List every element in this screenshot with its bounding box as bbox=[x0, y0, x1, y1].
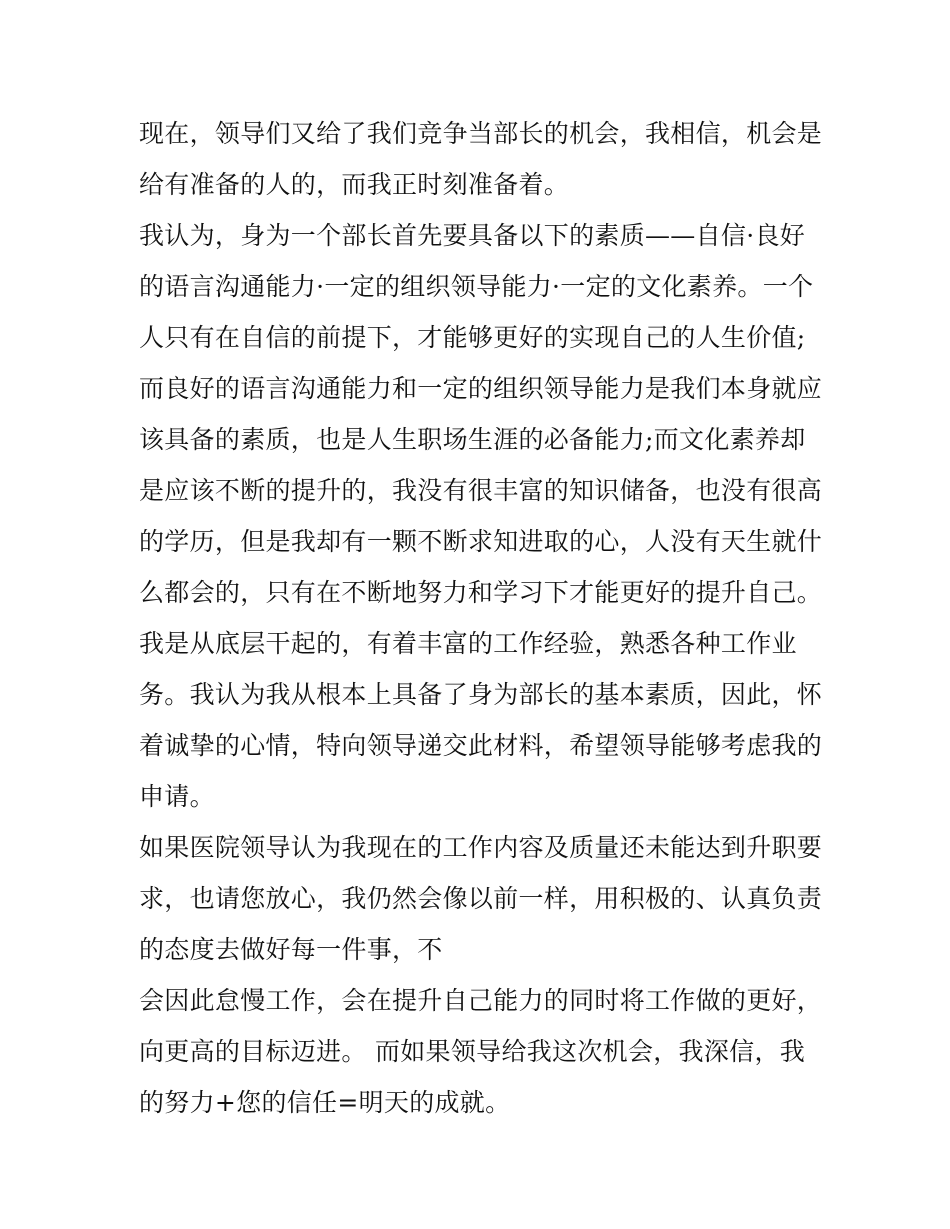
body-text bbox=[139, 108, 823, 1128]
text-line: 而良好的语言沟通能力和一定的组织领导能力是我们本身就应 bbox=[139, 374, 823, 403]
text-line: 现在，领导们又给了我们竞争当部长的机会，我相信，机会是 bbox=[139, 119, 823, 148]
text-line: 我是从底层干起的，有着丰富的工作经验，熟悉各种工作业 bbox=[139, 629, 797, 658]
text-line: 是应该不断的提升的，我没有很丰富的知识储备，也没有很高 bbox=[139, 476, 823, 505]
text-line: 务。我认为我从根本上具备了身为部长的基本素质，因此，怀 bbox=[139, 680, 823, 709]
text-line: 求，也请您放心，我仍然会像以前一样，用积极的、认真负责 bbox=[139, 884, 823, 913]
text-line: 人只有在自信的前提下，才能够更好的实现自己的人生价值; bbox=[139, 323, 806, 352]
text-line: 向更高的目标迈进。 而如果领导给我这次机会，我深信，我 bbox=[139, 1037, 806, 1066]
text-line: 给有准备的人的，而我正时刻准备着。 bbox=[139, 170, 570, 199]
text-line: 的态度去做好每一件事，不 bbox=[139, 935, 443, 964]
text-line: 的学历，但是我却有一颗不断求知进取的心，人没有天生就什 bbox=[139, 527, 823, 556]
text-line: 会因此怠慢工作，会在提升自己能力的同时将工作做的更好， bbox=[139, 986, 823, 1015]
text-line: 该具备的素质，也是人生职场生涯的必备能力;而文化素养却 bbox=[139, 425, 806, 454]
text-line: 的语言沟通能力·一定的组织领导能力·一定的文化素养。一个 bbox=[139, 272, 814, 301]
text-line: 如果医院领导认为我现在的工作内容及质量还未能达到升职要 bbox=[139, 833, 823, 862]
text-line: 着诚挚的心情，特向领导递交此材料，希望领导能够考虑我的 bbox=[139, 731, 823, 760]
text-line: 申请。 bbox=[139, 782, 215, 811]
text-line: 我认为，身为一个部长首先要具备以下的素质——自信·良好 bbox=[139, 221, 806, 250]
text-line: 么都会的，只有在不断地努力和学习下才能更好的提升自己。 bbox=[139, 578, 823, 607]
text-line: 的努力+您的信任=明天的成就。 bbox=[139, 1088, 511, 1117]
